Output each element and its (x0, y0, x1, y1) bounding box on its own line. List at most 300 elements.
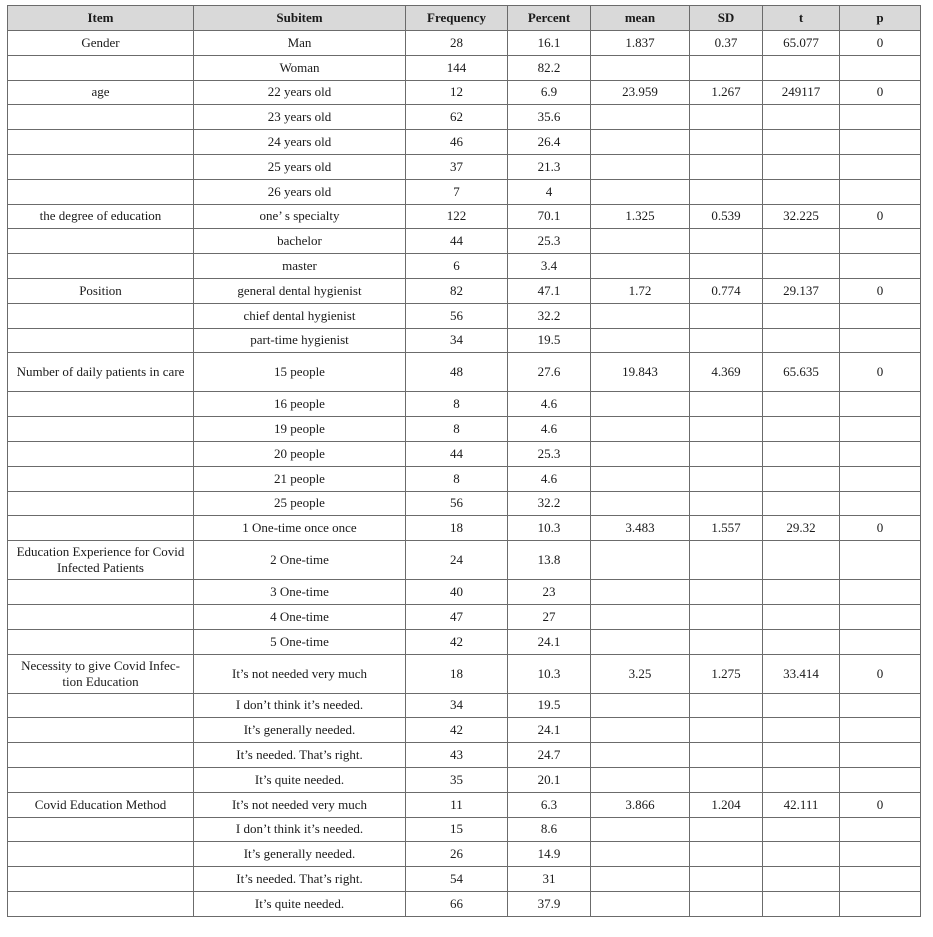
cell-percent: 4.6 (508, 466, 591, 491)
cell-percent: 19.5 (508, 328, 591, 353)
cell-mean: 1.837 (591, 31, 690, 56)
cell-p: 0 (840, 80, 921, 105)
cell-percent: 6.9 (508, 80, 591, 105)
cell-t (763, 767, 840, 792)
cell-t (763, 604, 840, 629)
table-row (8, 417, 921, 442)
cell-mean (591, 604, 690, 629)
cell-t (763, 441, 840, 466)
cell-p (840, 254, 921, 279)
cell-p (840, 417, 921, 442)
cell-sd: 0.774 (690, 278, 763, 303)
cell-subitem: It’s generally needed. (194, 718, 406, 743)
cell-item (8, 154, 194, 179)
cell-item (8, 417, 194, 442)
cell-p (840, 105, 921, 130)
cell-frequency: 26 (406, 842, 508, 867)
cell-percent: 27.6 (508, 353, 591, 392)
cell-sd (690, 466, 763, 491)
cell-t (763, 328, 840, 353)
cell-sd (690, 154, 763, 179)
cell-frequency: 12 (406, 80, 508, 105)
cell-item (8, 693, 194, 718)
table-row (8, 792, 921, 817)
cell-subitem: It’s needed. That’s right. (194, 743, 406, 768)
table-row (8, 105, 921, 130)
cell-mean (591, 154, 690, 179)
cell-frequency: 35 (406, 767, 508, 792)
cell-percent: 4.6 (508, 392, 591, 417)
cell-t: 33.414 (763, 654, 840, 693)
cell-item: Gender (8, 31, 194, 56)
cell-p: 0 (840, 353, 921, 392)
cell-item (8, 392, 194, 417)
table-row (8, 179, 921, 204)
cell-frequency: 8 (406, 417, 508, 442)
cell-item (8, 718, 194, 743)
table-row (8, 328, 921, 353)
cell-sd (690, 629, 763, 654)
cell-percent: 4 (508, 179, 591, 204)
cell-item (8, 842, 194, 867)
cell-mean (591, 392, 690, 417)
table-row (8, 654, 921, 693)
table-row (8, 204, 921, 229)
cell-p (840, 392, 921, 417)
cell-frequency: 144 (406, 55, 508, 80)
cell-frequency: 8 (406, 466, 508, 491)
cell-p: 0 (840, 31, 921, 56)
cell-item: Education Experience for Covid Infected Patients (8, 541, 194, 580)
cell-item (8, 441, 194, 466)
cell-t (763, 891, 840, 916)
cell-subitem: It’s not needed very much (194, 792, 406, 817)
cell-t (763, 179, 840, 204)
cell-frequency: 34 (406, 328, 508, 353)
cell-frequency: 11 (406, 792, 508, 817)
cell-mean (591, 229, 690, 254)
table-row (8, 743, 921, 768)
cell-percent: 31 (508, 867, 591, 892)
cell-sd (690, 580, 763, 605)
cell-t (763, 491, 840, 516)
cell-p (840, 580, 921, 605)
cell-subitem: general dental hygienist (194, 278, 406, 303)
cell-mean (591, 55, 690, 80)
cell-item (8, 817, 194, 842)
cell-subitem: Woman (194, 55, 406, 80)
cell-p (840, 718, 921, 743)
cell-item (8, 604, 194, 629)
cell-t (763, 580, 840, 605)
cell-item (8, 891, 194, 916)
table-row (8, 130, 921, 155)
cell-frequency: 6 (406, 254, 508, 279)
cell-p: 0 (840, 278, 921, 303)
cell-item: age (8, 80, 194, 105)
cell-p (840, 867, 921, 892)
cell-t (763, 743, 840, 768)
cell-t (763, 629, 840, 654)
cell-subitem: part-time hygienist (194, 328, 406, 353)
table-row (8, 31, 921, 56)
cell-mean (591, 842, 690, 867)
cell-item: Necessity to give Covid Infec-tion Education (8, 654, 194, 693)
cell-percent: 4.6 (508, 417, 591, 442)
table-row (8, 580, 921, 605)
cell-item (8, 629, 194, 654)
cell-percent: 37.9 (508, 891, 591, 916)
table-row (8, 229, 921, 254)
cell-subitem: 5 One-time (194, 629, 406, 654)
cell-item: Number of daily patients in care (8, 353, 194, 392)
cell-sd (690, 328, 763, 353)
cell-frequency: 62 (406, 105, 508, 130)
cell-mean (591, 767, 690, 792)
cell-percent: 13.8 (508, 541, 591, 580)
table-row (8, 441, 921, 466)
cell-percent: 14.9 (508, 842, 591, 867)
cell-subitem: 26 years old (194, 179, 406, 204)
cell-t (763, 105, 840, 130)
cell-percent: 3.4 (508, 254, 591, 279)
cell-frequency: 66 (406, 891, 508, 916)
cell-frequency: 28 (406, 31, 508, 56)
cell-t (763, 417, 840, 442)
cell-subitem: 4 One-time (194, 604, 406, 629)
cell-sd (690, 604, 763, 629)
table-row (8, 466, 921, 491)
cell-p: 0 (840, 792, 921, 817)
column-header-sd: SD (690, 6, 763, 31)
cell-t (763, 867, 840, 892)
cell-mean (591, 817, 690, 842)
cell-frequency: 15 (406, 817, 508, 842)
cell-mean (591, 891, 690, 916)
cell-t: 32.225 (763, 204, 840, 229)
cell-mean (591, 580, 690, 605)
cell-mean (591, 541, 690, 580)
column-header-t: t (763, 6, 840, 31)
table-row (8, 278, 921, 303)
cell-mean: 1.325 (591, 204, 690, 229)
cell-subitem: 25 people (194, 491, 406, 516)
cell-t: 249117 (763, 80, 840, 105)
cell-mean (591, 303, 690, 328)
cell-subitem: 2 One-time (194, 541, 406, 580)
cell-p (840, 817, 921, 842)
cell-p (840, 541, 921, 580)
cell-subitem: 3 One-time (194, 580, 406, 605)
cell-subitem: master (194, 254, 406, 279)
cell-frequency: 54 (406, 867, 508, 892)
cell-frequency: 18 (406, 516, 508, 541)
cell-mean: 3.25 (591, 654, 690, 693)
table-row (8, 254, 921, 279)
cell-mean (591, 179, 690, 204)
cell-mean: 19.843 (591, 353, 690, 392)
table-row (8, 80, 921, 105)
cell-sd (690, 718, 763, 743)
cell-p: 0 (840, 204, 921, 229)
cell-percent: 8.6 (508, 817, 591, 842)
cell-percent: 24.1 (508, 629, 591, 654)
cell-mean (591, 629, 690, 654)
cell-mean (591, 718, 690, 743)
cell-item (8, 130, 194, 155)
cell-percent: 20.1 (508, 767, 591, 792)
cell-p (840, 842, 921, 867)
table-row (8, 154, 921, 179)
cell-percent: 32.2 (508, 491, 591, 516)
cell-p (840, 55, 921, 80)
cell-percent: 47.1 (508, 278, 591, 303)
cell-percent: 10.3 (508, 654, 591, 693)
cell-subitem: bachelor (194, 229, 406, 254)
cell-mean (591, 466, 690, 491)
cell-subitem: Man (194, 31, 406, 56)
cell-frequency: 40 (406, 580, 508, 605)
cell-item (8, 229, 194, 254)
cell-sd (690, 254, 763, 279)
cell-mean (591, 693, 690, 718)
table-row (8, 891, 921, 916)
cell-sd (690, 130, 763, 155)
cell-sd: 1.275 (690, 654, 763, 693)
cell-sd (690, 891, 763, 916)
cell-frequency: 44 (406, 229, 508, 254)
cell-item (8, 55, 194, 80)
cell-sd (690, 105, 763, 130)
cell-frequency: 42 (406, 718, 508, 743)
cell-mean (591, 328, 690, 353)
cell-sd (690, 817, 763, 842)
cell-sd: 4.369 (690, 353, 763, 392)
cell-item (8, 743, 194, 768)
cell-t (763, 718, 840, 743)
cell-percent: 32.2 (508, 303, 591, 328)
cell-item: Position (8, 278, 194, 303)
cell-subitem: one’ s specialty (194, 204, 406, 229)
table-row (8, 303, 921, 328)
cell-sd (690, 55, 763, 80)
cell-sd (690, 541, 763, 580)
cell-frequency: 7 (406, 179, 508, 204)
cell-frequency: 46 (406, 130, 508, 155)
cell-subitem: It’s quite needed. (194, 891, 406, 916)
cell-percent: 24.1 (508, 718, 591, 743)
cell-subitem: 21 people (194, 466, 406, 491)
cell-t: 42.111 (763, 792, 840, 817)
cell-t (763, 693, 840, 718)
cell-sd: 1.204 (690, 792, 763, 817)
cell-sd: 0.539 (690, 204, 763, 229)
table-row (8, 353, 921, 392)
cell-p (840, 466, 921, 491)
cell-percent: 35.6 (508, 105, 591, 130)
table-row (8, 604, 921, 629)
cell-p: 0 (840, 654, 921, 693)
cell-percent: 6.3 (508, 792, 591, 817)
table-row (8, 867, 921, 892)
cell-t (763, 392, 840, 417)
cell-sd (690, 767, 763, 792)
cell-frequency: 47 (406, 604, 508, 629)
cell-t (763, 154, 840, 179)
cell-sd (690, 441, 763, 466)
cell-percent: 16.1 (508, 31, 591, 56)
cell-frequency: 48 (406, 353, 508, 392)
cell-sd (690, 867, 763, 892)
cell-t (763, 229, 840, 254)
cell-subitem: 16 people (194, 392, 406, 417)
cell-frequency: 56 (406, 303, 508, 328)
cell-mean (591, 867, 690, 892)
cell-sd (690, 693, 763, 718)
cell-frequency: 24 (406, 541, 508, 580)
cell-mean (591, 441, 690, 466)
cell-frequency: 43 (406, 743, 508, 768)
cell-t (763, 541, 840, 580)
cell-p (840, 303, 921, 328)
cell-p (840, 130, 921, 155)
cell-p (840, 891, 921, 916)
cell-sd: 1.267 (690, 80, 763, 105)
cell-percent: 23 (508, 580, 591, 605)
table-row (8, 491, 921, 516)
cell-t: 29.137 (763, 278, 840, 303)
table-row (8, 817, 921, 842)
cell-percent: 10.3 (508, 516, 591, 541)
cell-p (840, 179, 921, 204)
column-header-subitem: Subitem (194, 6, 406, 31)
table-row (8, 693, 921, 718)
cell-subitem: 20 people (194, 441, 406, 466)
cell-subitem: chief dental hygienist (194, 303, 406, 328)
cell-mean (591, 743, 690, 768)
cell-percent: 25.3 (508, 441, 591, 466)
cell-mean: 3.483 (591, 516, 690, 541)
table-row (8, 842, 921, 867)
cell-p (840, 441, 921, 466)
cell-subitem: 15 people (194, 353, 406, 392)
table-row (8, 718, 921, 743)
cell-mean: 3.866 (591, 792, 690, 817)
cell-subitem: 25 years old (194, 154, 406, 179)
cell-p (840, 693, 921, 718)
cell-t: 65.077 (763, 31, 840, 56)
table-body (8, 31, 921, 917)
cell-percent: 27 (508, 604, 591, 629)
cell-subitem: It’s not needed very much (194, 654, 406, 693)
cell-frequency: 8 (406, 392, 508, 417)
cell-item: Covid Education Method (8, 792, 194, 817)
cell-subitem: It’s needed. That’s right. (194, 867, 406, 892)
cell-frequency: 122 (406, 204, 508, 229)
table-row (8, 392, 921, 417)
cell-subitem: I don’t think it’s needed. (194, 693, 406, 718)
cell-subitem: 22 years old (194, 80, 406, 105)
cell-t: 65.635 (763, 353, 840, 392)
header-row (8, 6, 921, 31)
cell-sd (690, 491, 763, 516)
cell-percent: 24.7 (508, 743, 591, 768)
cell-item (8, 179, 194, 204)
table-row (8, 767, 921, 792)
cell-item (8, 516, 194, 541)
cell-item (8, 491, 194, 516)
statistics-table (7, 5, 921, 917)
cell-item (8, 105, 194, 130)
cell-p (840, 743, 921, 768)
cell-p (840, 328, 921, 353)
cell-p (840, 491, 921, 516)
cell-t (763, 303, 840, 328)
cell-item (8, 580, 194, 605)
cell-p (840, 767, 921, 792)
cell-mean (591, 130, 690, 155)
table-row (8, 55, 921, 80)
cell-frequency: 37 (406, 154, 508, 179)
cell-subitem: 19 people (194, 417, 406, 442)
column-header-p: p (840, 6, 921, 31)
cell-p (840, 604, 921, 629)
cell-mean: 1.72 (591, 278, 690, 303)
cell-frequency: 34 (406, 693, 508, 718)
cell-percent: 26.4 (508, 130, 591, 155)
cell-t (763, 842, 840, 867)
cell-percent: 25.3 (508, 229, 591, 254)
cell-subitem: 1 One-time once once (194, 516, 406, 541)
cell-sd: 0.37 (690, 31, 763, 56)
cell-p (840, 629, 921, 654)
cell-item (8, 328, 194, 353)
table-row (8, 541, 921, 580)
cell-p (840, 154, 921, 179)
cell-percent: 70.1 (508, 204, 591, 229)
cell-t (763, 817, 840, 842)
cell-subitem: 24 years old (194, 130, 406, 155)
cell-sd (690, 179, 763, 204)
cell-t (763, 254, 840, 279)
cell-mean (591, 417, 690, 442)
cell-t (763, 55, 840, 80)
cell-frequency: 56 (406, 491, 508, 516)
cell-mean (591, 254, 690, 279)
cell-sd (690, 303, 763, 328)
cell-frequency: 18 (406, 654, 508, 693)
cell-item (8, 303, 194, 328)
cell-subitem: 23 years old (194, 105, 406, 130)
column-header-percent: Percent (508, 6, 591, 31)
cell-sd: 1.557 (690, 516, 763, 541)
cell-sd (690, 743, 763, 768)
cell-p (840, 229, 921, 254)
cell-sd (690, 842, 763, 867)
cell-subitem: It’s quite needed. (194, 767, 406, 792)
cell-mean: 23.959 (591, 80, 690, 105)
cell-percent: 19.5 (508, 693, 591, 718)
column-header-frequency: Frequency (406, 6, 508, 31)
cell-p: 0 (840, 516, 921, 541)
cell-sd (690, 392, 763, 417)
cell-frequency: 42 (406, 629, 508, 654)
table-header (8, 6, 921, 31)
cell-item (8, 254, 194, 279)
cell-sd (690, 229, 763, 254)
cell-subitem: I don’t think it’s needed. (194, 817, 406, 842)
cell-item (8, 466, 194, 491)
